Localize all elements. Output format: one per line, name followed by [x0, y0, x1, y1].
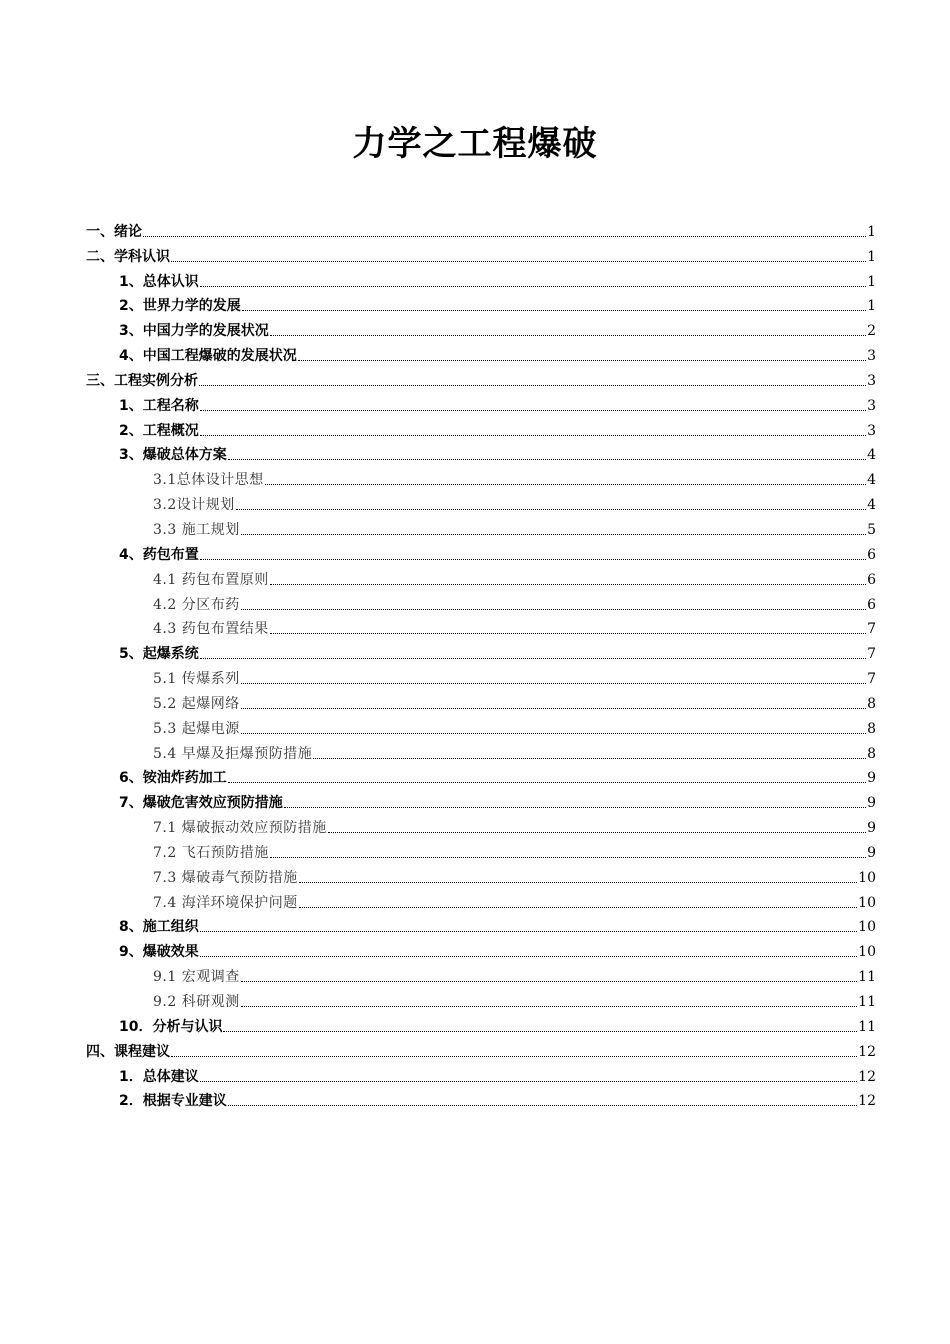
dot-leader [242, 310, 866, 311]
toc-page-number: 11 [858, 994, 876, 1010]
toc-entry[interactable] [86, 1011, 876, 1036]
dot-leader [200, 1081, 857, 1082]
dot-leader [270, 857, 866, 858]
dot-leader [171, 261, 866, 262]
dot-leader [228, 459, 866, 460]
dot-leader [143, 236, 866, 237]
toc-entry[interactable] [86, 440, 876, 465]
toc-entry[interactable] [86, 315, 876, 340]
dot-leader [241, 609, 866, 610]
toc-entry-text: 10．分析与认识 [119, 1018, 223, 1035]
toc-entry-text: 5.3 起爆电源 [153, 720, 240, 737]
dot-leader [284, 807, 866, 808]
toc-entry-text: 三、工程实例分析 [86, 372, 198, 389]
toc-entry[interactable] [86, 464, 876, 489]
dot-leader [241, 733, 866, 734]
toc-entry-text: 3、爆破总体方案 [119, 447, 227, 464]
toc-entry[interactable] [86, 912, 876, 937]
toc-page-number: 8 [867, 695, 876, 712]
toc-entry[interactable] [86, 738, 876, 763]
toc-entry[interactable] [86, 1086, 876, 1111]
toc-entry-text: 9、爆破效果 [119, 944, 199, 961]
toc-page-number: 10 [858, 869, 876, 886]
toc-entry-text: 4.1 药包布置原则 [153, 571, 269, 588]
toc-entry[interactable] [86, 862, 876, 887]
toc-page-number: 3 [867, 397, 876, 414]
toc-entry-text: 2、工程概况 [119, 422, 199, 439]
dot-leader [270, 335, 866, 336]
toc-entry[interactable] [86, 614, 876, 639]
toc-page-number: 1 [867, 223, 876, 240]
toc-page-number: 7 [867, 671, 876, 688]
dot-leader [200, 931, 857, 932]
toc-entry-text: 5.2 起爆网络 [153, 695, 240, 712]
toc-entry-text: 7.3 爆破毒气预防措施 [153, 869, 298, 886]
dot-leader [228, 782, 866, 783]
dot-leader [200, 956, 857, 957]
toc-page-number: 11 [858, 1018, 876, 1035]
toc-page-number: 4 [867, 447, 876, 464]
toc-page-number: 3 [867, 348, 876, 365]
toc-entry[interactable] [86, 340, 876, 365]
toc-entry-text: 1、工程名称 [119, 397, 199, 414]
toc-entry[interactable] [86, 1036, 876, 1061]
toc-entry-text: 3.3 施工规划 [153, 521, 240, 538]
toc-entry[interactable] [86, 763, 876, 788]
dot-leader [200, 410, 866, 411]
dot-leader [298, 360, 866, 361]
toc-entry-text: 9.2 科研观测 [153, 994, 240, 1010]
toc-page-number: 10 [858, 919, 876, 936]
toc-entry[interactable] [86, 365, 876, 390]
toc-entry[interactable] [86, 266, 876, 291]
toc-entry-text: 2、世界力学的发展 [119, 298, 241, 315]
toc-entry-text: 7.2 飞石预防措施 [153, 844, 269, 861]
toc-entry-text: 2．根据专业建议 [119, 1093, 227, 1110]
toc-entry[interactable] [86, 787, 876, 812]
toc-entry-text: 1．总体建议 [119, 1068, 199, 1085]
toc-page-number: 7 [867, 646, 876, 663]
table-of-contents [86, 216, 876, 1110]
toc-entry-text: 8、施工组织 [119, 919, 199, 936]
toc-page-number: 2 [867, 323, 876, 340]
toc-page-number: 1 [867, 298, 876, 315]
toc-entry[interactable] [86, 837, 876, 862]
toc-page-number: 11 [858, 969, 876, 986]
dot-leader [200, 559, 866, 560]
toc-page-number: 1 [867, 248, 876, 265]
toc-page-number: 10 [858, 894, 876, 911]
toc-page-number: 3 [867, 422, 876, 439]
toc-entry-text: 4、药包布置 [119, 546, 199, 563]
toc-entry[interactable] [86, 489, 876, 514]
dot-leader [328, 832, 866, 833]
dot-leader [200, 286, 866, 287]
toc-page-number: 9 [867, 770, 876, 787]
dot-leader [241, 1006, 857, 1007]
toc-entry-text: 7.1 爆破振动效应预防措施 [153, 820, 327, 837]
toc-page-number: 9 [867, 820, 876, 837]
toc-page-number: 8 [867, 745, 876, 762]
toc-entry[interactable] [86, 539, 876, 564]
toc-page-number: 12 [858, 1068, 876, 1085]
dot-leader [223, 1031, 857, 1032]
toc-entry[interactable] [86, 812, 876, 837]
toc-entry-text: 4.3 药包布置结果 [153, 621, 269, 638]
toc-entry[interactable] [86, 936, 876, 961]
toc-entry[interactable] [86, 514, 876, 539]
dot-leader [313, 758, 866, 759]
dot-leader [200, 658, 866, 659]
dot-leader [265, 484, 866, 485]
toc-entry[interactable] [86, 986, 876, 1011]
toc-entry[interactable] [86, 663, 876, 688]
toc-entry-text: 3.2设计规划 [153, 497, 235, 514]
toc-entry-text: 6、铵油炸药加工 [119, 770, 227, 787]
toc-entry[interactable] [86, 638, 876, 663]
toc-page-number: 1 [867, 273, 876, 290]
toc-entry-text: 3、中国力学的发展状况 [119, 323, 269, 340]
toc-page-number: 9 [867, 844, 876, 861]
toc-page-number: 4 [867, 472, 876, 489]
toc-entry[interactable] [86, 887, 876, 912]
toc-entry-text: 4.2 分区布药 [153, 596, 240, 613]
toc-page-number: 8 [867, 720, 876, 737]
toc-entry-text: 3.1总体设计思想 [153, 472, 264, 489]
toc-page-number: 5 [867, 521, 876, 538]
dot-leader [299, 907, 857, 908]
dot-leader [241, 981, 857, 982]
dot-leader [236, 509, 866, 510]
dot-leader [200, 435, 866, 436]
toc-page-number: 7 [867, 621, 876, 638]
toc-entry[interactable] [86, 291, 876, 316]
toc-entry-text: 5.1 传爆系列 [153, 671, 240, 688]
toc-entry[interactable] [86, 589, 876, 614]
dot-leader [241, 534, 866, 535]
toc-entry-text: 四、课程建议 [86, 1043, 170, 1060]
dot-leader [228, 1105, 857, 1106]
toc-page-number: 3 [867, 372, 876, 389]
toc-entry-text: 4、中国工程爆破的发展状况 [119, 348, 297, 365]
toc-page-number: 9 [867, 795, 876, 812]
dot-leader [241, 708, 866, 709]
toc-entry-text: 5、起爆系统 [119, 646, 199, 663]
toc-entry-text: 7.4 海洋环境保护问题 [153, 894, 298, 911]
dot-leader [299, 882, 857, 883]
dot-leader [199, 385, 866, 386]
toc-page-number: 12 [858, 1093, 876, 1110]
page-title: 力学之工程爆破 [352, 124, 598, 164]
toc-page-number: 6 [867, 546, 876, 563]
toc-entry-text: 1、总体认识 [119, 273, 199, 290]
toc-entry[interactable] [86, 241, 876, 266]
toc-page-number: 10 [858, 944, 876, 961]
dot-leader [171, 1056, 857, 1057]
toc-entry[interactable] [86, 1061, 876, 1086]
toc-entry-text: 一、绪论 [86, 223, 142, 240]
toc-page-number: 6 [867, 571, 876, 588]
dot-leader [241, 683, 866, 684]
toc-entry-text: 5.4 早爆及拒爆预防措施 [153, 745, 313, 762]
toc-entry-text: 二、学科认识 [86, 248, 170, 265]
toc-entry[interactable] [86, 390, 876, 415]
toc-entry-text: 7、爆破危害效应预防措施 [119, 795, 283, 812]
toc-entry[interactable] [86, 216, 876, 241]
dot-leader [270, 633, 866, 634]
toc-entry[interactable] [86, 961, 876, 986]
toc-entry[interactable] [86, 415, 876, 440]
toc-page-number: 6 [867, 596, 876, 613]
toc-entry-text: 9.1 宏观调查 [153, 969, 240, 986]
toc-page-number: 12 [858, 1043, 876, 1060]
toc-entry[interactable] [86, 713, 876, 738]
toc-page-number: 4 [867, 497, 876, 514]
dot-leader [270, 584, 866, 585]
toc-entry[interactable] [86, 688, 876, 713]
toc-entry[interactable] [86, 564, 876, 589]
